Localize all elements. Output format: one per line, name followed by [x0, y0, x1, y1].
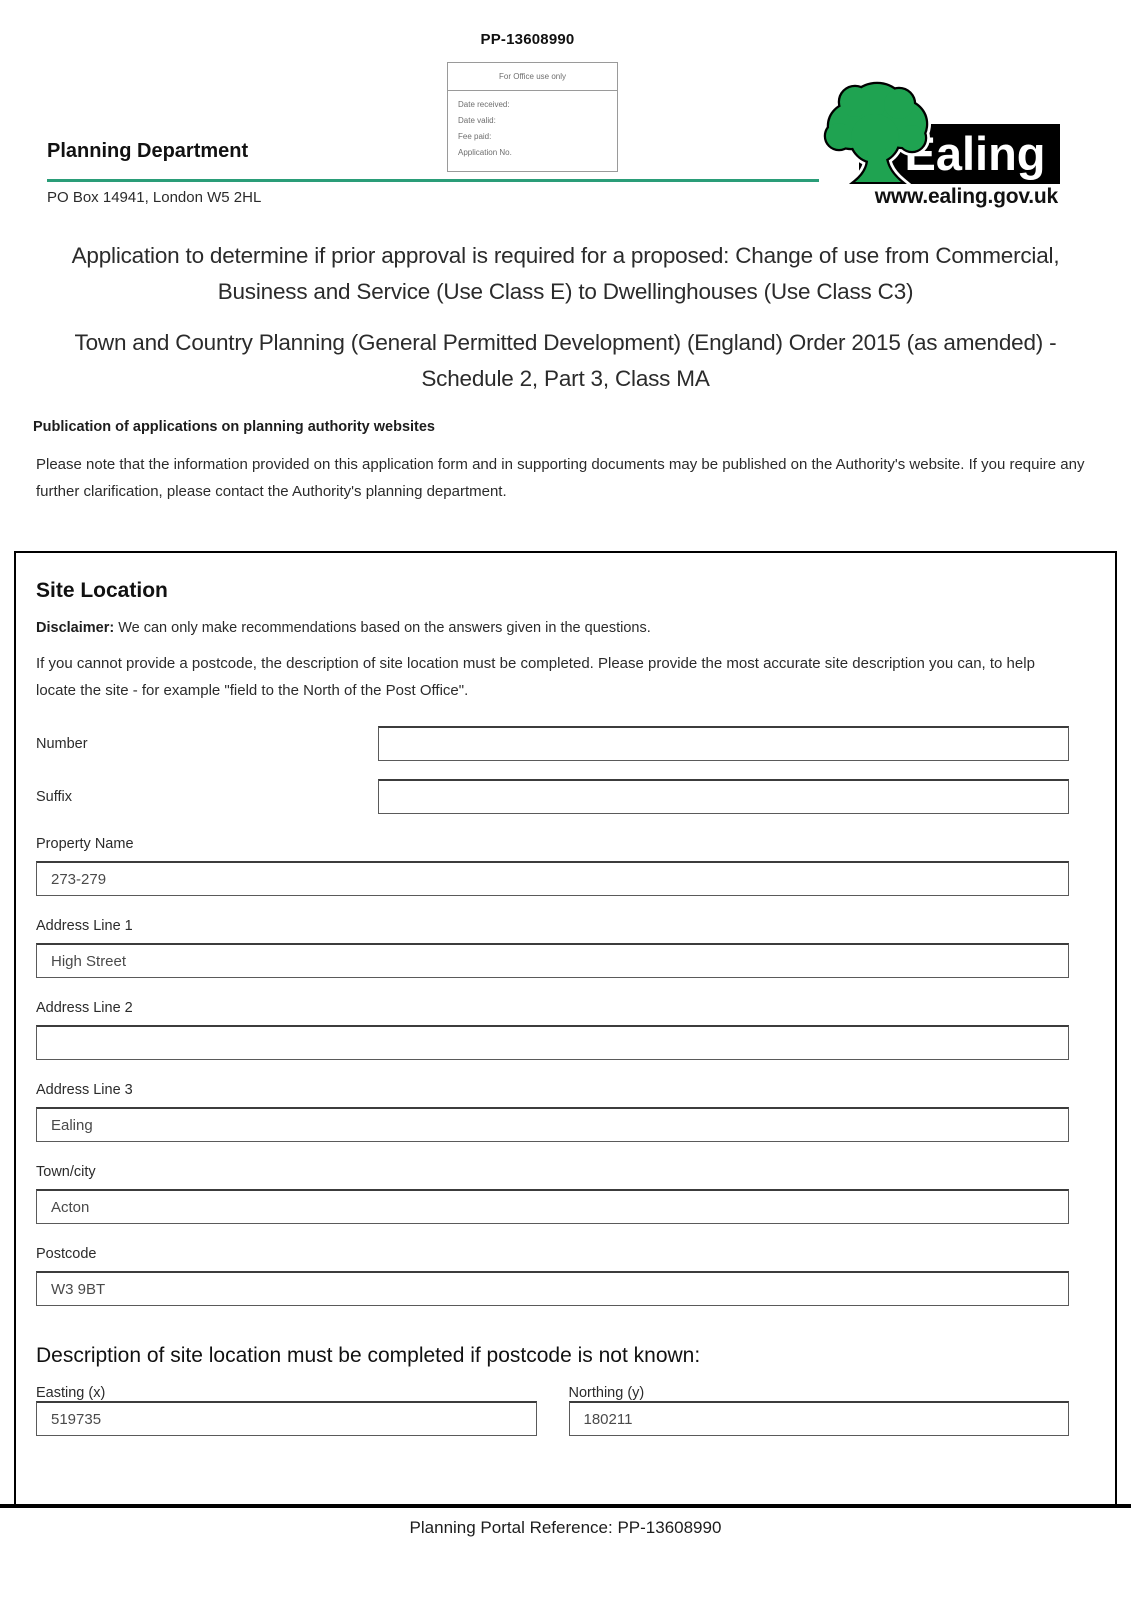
- town-city-label: Town/city: [36, 1164, 96, 1180]
- office-field-application-no: Application No.: [458, 148, 512, 157]
- suffix-label: Suffix: [36, 788, 73, 805]
- form-title: Application to determine if prior approval is required for a proposed: Change of use from Commercial, Business and Service (Use Class E) to Dwellinghouses (Use Class C3): [71, 243, 1060, 304]
- office-use-box-title: For Office use only: [448, 63, 617, 91]
- coordinates-row: [36, 1368, 1069, 1436]
- ealing-logo-wordmark: Ealing: [904, 127, 1046, 180]
- disclaimer-label: Disclaimer:: [36, 620, 115, 636]
- number-input[interactable]: [378, 726, 1069, 761]
- suffix-row: [36, 779, 1069, 814]
- northing-group: [569, 1368, 1070, 1436]
- site-location-heading: Site Location: [36, 579, 168, 602]
- office-field-fee-paid: Fee paid:: [458, 132, 492, 141]
- suffix-input[interactable]: [378, 779, 1069, 814]
- town-city-group: [36, 1164, 1069, 1224]
- address-line-3-group: [36, 1082, 1069, 1142]
- publication-note-heading: Publication of applications on planning authority websites: [33, 419, 435, 435]
- footer-reference: Planning Portal Reference: PP-13608990: [409, 1518, 722, 1537]
- address-line-2-group: [36, 1000, 1069, 1060]
- header-rule: [47, 179, 819, 182]
- ealing-website-url: www.ealing.gov.uk: [874, 185, 1058, 208]
- property-name-group: [36, 836, 1069, 896]
- department-address: PO Box 14941, London W5 2HL: [47, 189, 262, 206]
- office-use-box: [447, 62, 618, 172]
- office-use-fields: [448, 91, 617, 164]
- property-name-input[interactable]: [36, 861, 1069, 896]
- northing-input[interactable]: [569, 1401, 1070, 1436]
- disclaimer-text: We can only make recommendations based on the answers given in the questions.: [114, 620, 651, 636]
- number-row: [36, 726, 1069, 761]
- publication-note-body: Please note that the information provided on this application form and in supporting documents may be published on the Authority's website. If you require any further clarification, please contact the Authority's planning department.: [36, 456, 1085, 500]
- department-title: Planning Department: [47, 140, 249, 162]
- easting-label: Easting (x): [36, 1385, 106, 1401]
- postcode-label: Postcode: [36, 1246, 97, 1262]
- form-subtitle: Town and Country Planning (General Permitted Development) (England) Order 2015 (as amended) - Schedule 2, Part 3, Class MA: [74, 330, 1057, 391]
- office-field-date-valid: Date valid:: [458, 116, 496, 125]
- pp-reference: PP-13608990: [480, 31, 575, 48]
- site-location-instructions: If you cannot provide a postcode, the description of site location must be completed. Please provide the most accurate site description you can, to help locate the site - for example "field to the North of the Post Office".: [36, 655, 1035, 699]
- page-header: [0, 0, 1131, 228]
- description-heading: Description of site location must be completed if postcode is not known:: [36, 1344, 701, 1367]
- town-city-input[interactable]: [36, 1189, 1069, 1224]
- postcode-group: [36, 1246, 1069, 1306]
- address-line-3-label: Address Line 3: [36, 1082, 133, 1098]
- site-location-disclaimer: [36, 620, 1069, 636]
- northing-label: Northing (y): [568, 1385, 645, 1401]
- easting-input[interactable]: [36, 1401, 537, 1436]
- property-name-label: Property Name: [36, 836, 134, 852]
- office-field-date-received: Date received:: [458, 100, 510, 109]
- address-line-2-label: Address Line 2: [36, 1000, 133, 1016]
- page-divider: [0, 1504, 1131, 1508]
- address-line-2-input[interactable]: [36, 1025, 1069, 1060]
- number-label: Number: [36, 735, 88, 752]
- ealing-logo: [815, 78, 1060, 209]
- address-line-1-label: Address Line 1: [36, 918, 133, 934]
- department-block: [47, 140, 248, 163]
- site-location-section: [14, 551, 1117, 1504]
- postcode-input[interactable]: [36, 1271, 1069, 1306]
- easting-group: [36, 1368, 537, 1436]
- address-line-1-group: [36, 918, 1069, 978]
- address-line-1-input[interactable]: [36, 943, 1069, 978]
- ealing-tree-icon: [815, 78, 1060, 184]
- address-line-3-input[interactable]: [36, 1107, 1069, 1142]
